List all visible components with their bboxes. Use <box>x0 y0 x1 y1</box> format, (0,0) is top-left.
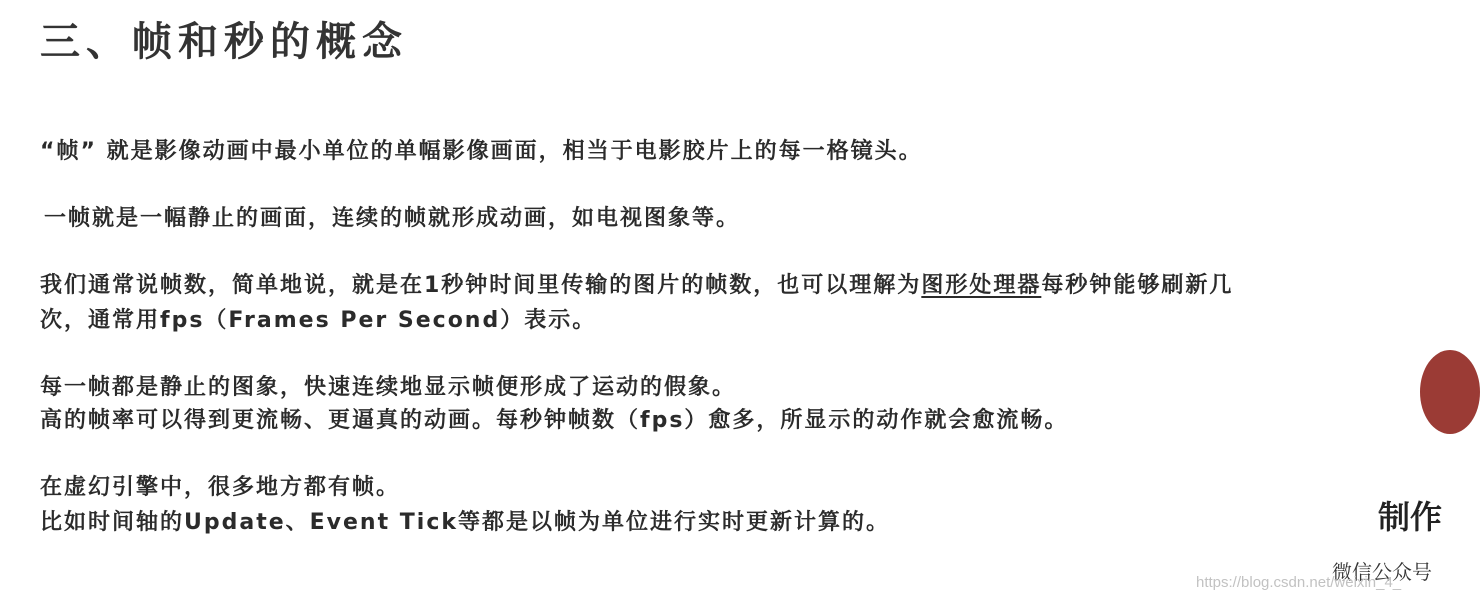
paragraph-motion-illusion: 每一帧都是静止的图象，快速连续地显示帧便形成了运动的假象。 <box>40 375 737 400</box>
paragraph-update-tick: 比如时间轴的Update、Event Tick等都是以帧为单位进行实时更新计算的。 <box>40 510 890 535</box>
paragraph-fps-line1 <box>40 268 1233 299</box>
avatar-decoration <box>1420 350 1480 434</box>
page-title: 三、帧和秒的概念 <box>40 19 408 65</box>
url-watermark: https://blog.csdn.net/weixin_4_ <box>1196 574 1402 591</box>
paragraph-frame-definition: “帧” 就是影像动画中最小单位的单幅影像画面，相当于电影胶片上的每一格镜头。 <box>40 139 923 164</box>
paragraph-fps-line2: 次，通常用fps（Frames Per Second）表示。 <box>40 308 597 333</box>
paragraph-frame-rate: 高的帧率可以得到更流畅、更逼真的动画。每秒钟帧数（fps）愈多，所显示的动作就会愈流畅。 <box>40 408 1069 433</box>
fps-text-before-link: 我们通常说帧数，简单地说，就是在1秒钟时间里传输的图片的帧数，也可以理解为 <box>40 273 922 298</box>
fps-text-after-link: 每秒钟能够刷新几 <box>1041 273 1234 298</box>
paragraph-unreal-frames: 在虚幻引擎中，很多地方都有帧。 <box>40 475 401 500</box>
side-panel-subtitle: 微信公众号 <box>1332 560 1432 584</box>
paragraph-frame-static: 一帧就是一幅静止的画面，连续的帧就形成动画，如电视图象等。 <box>44 206 741 231</box>
gpu-link[interactable]: 图形处理器 <box>921 273 1042 298</box>
side-panel-title: 制作 <box>1378 498 1443 536</box>
